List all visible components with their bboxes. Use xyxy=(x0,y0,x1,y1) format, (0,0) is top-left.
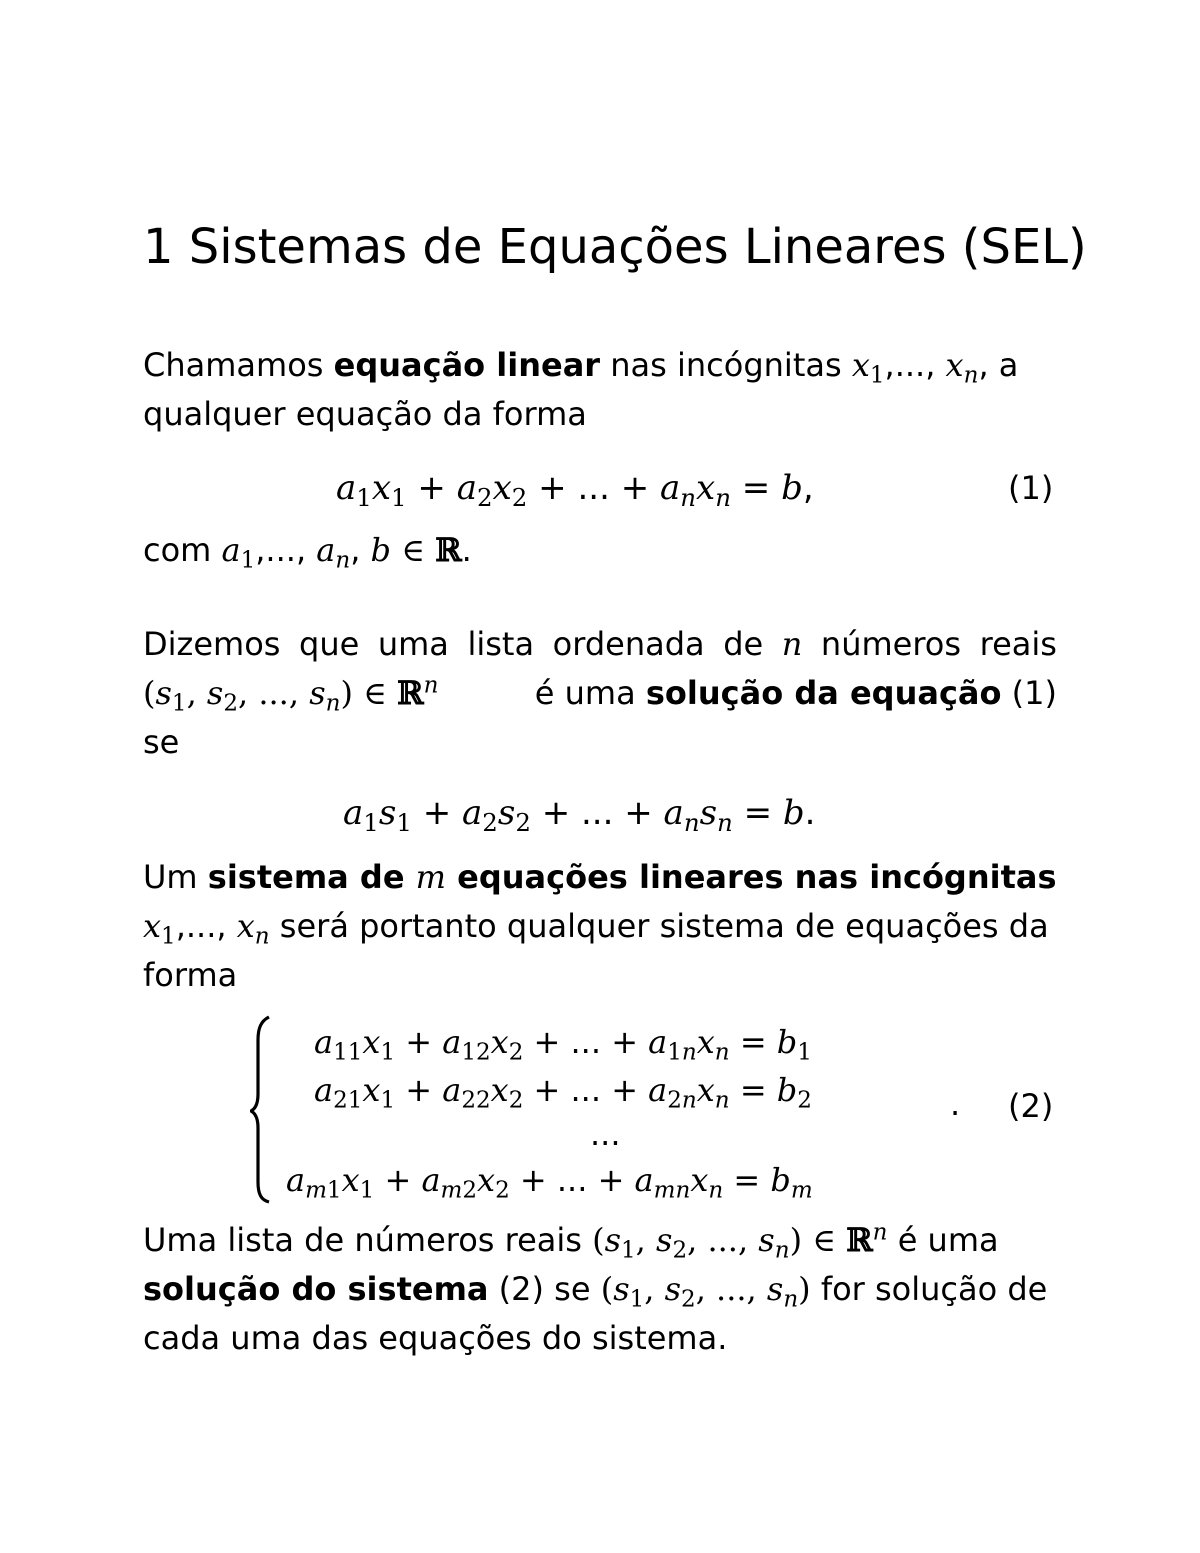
paragraph-line: $x_1$,..., $x_n$ será portanto qualquer sistema de equações da xyxy=(143,907,1049,950)
solution-equation: $a_1s_1 + a_2s_2$ + ... + $a_ns_n = b$. xyxy=(343,793,816,837)
term-solution-of-equation: solução da equação xyxy=(645,674,1002,712)
system-row-2: $a_{21}x_1 + a_{22}x_2$ + ... + $a_{2n}x_n = b_2$ xyxy=(314,1071,812,1114)
real-numbers-symbol: ℝ xyxy=(435,531,462,569)
section-heading: 1 Sistemas de Equações Lineares (SEL) xyxy=(143,219,1087,275)
equation-system-2 xyxy=(250,1014,950,1204)
paragraph-line: Uma lista de números reais ($s_1$, $s_2$, ..., $s_n$) ∈ ℝ$^n$ é uma xyxy=(143,1219,999,1264)
left-brace-icon xyxy=(250,1014,274,1204)
paragraph-line: forma xyxy=(143,956,238,994)
paragraph-solution-definition xyxy=(143,620,1057,767)
equation-1: $a_1x_1 + a_2x_2$ + ... + $a_nx_n = b$, xyxy=(336,468,814,512)
equation-number-2: (2) xyxy=(1008,1087,1054,1125)
term-linear-equation: equação linear xyxy=(333,346,601,384)
paragraph-line: qualquer equação da forma xyxy=(143,395,587,433)
paragraph-line: cada uma das equações do sistema. xyxy=(143,1319,728,1357)
paragraph-line: Um sistema de m equações lineares nas incógnitas xyxy=(143,858,1057,896)
system-ellipsis: ... xyxy=(590,1115,621,1153)
paragraph-system-solution xyxy=(143,1216,1057,1363)
paragraph-line: ($s_1$, $s_2$, ..., $s_n$) ∈ ℝ$^n$ é uma solução da equação (1) xyxy=(143,672,1057,717)
paragraph-line: se xyxy=(143,723,180,761)
paragraph-linear-equation xyxy=(143,341,1057,439)
term-solution-of-system: solução do sistema xyxy=(143,1270,489,1308)
paragraph-line: Chamamos equação linear nas incógnitas $x_1$,..., $x_n$, a xyxy=(143,346,1019,389)
system-row-1: $a_{11}x_1 + a_{12}x_2$ + ... + $a_{1n}x_n = b_1$ xyxy=(314,1023,812,1066)
system-period: . xyxy=(950,1085,961,1123)
paragraph-system-definition xyxy=(143,853,1057,1000)
equation-number-1: (1) xyxy=(1008,469,1054,507)
coefficients-line: com $a_1$,..., $a_n$, b ∈ ℝ. xyxy=(143,531,472,574)
paragraph-line: Dizemos que uma lista ordenada de n números reais xyxy=(143,625,1057,663)
system-row-m: $a_{m1}x_1 + a_{m2}x_2$ + ... + $a_{mn}x_n = b_m$ xyxy=(286,1161,813,1204)
paragraph-line: solução do sistema (2) se ($s_1$, $s_2$, ..., $s_n$) for solução de xyxy=(143,1270,1048,1313)
